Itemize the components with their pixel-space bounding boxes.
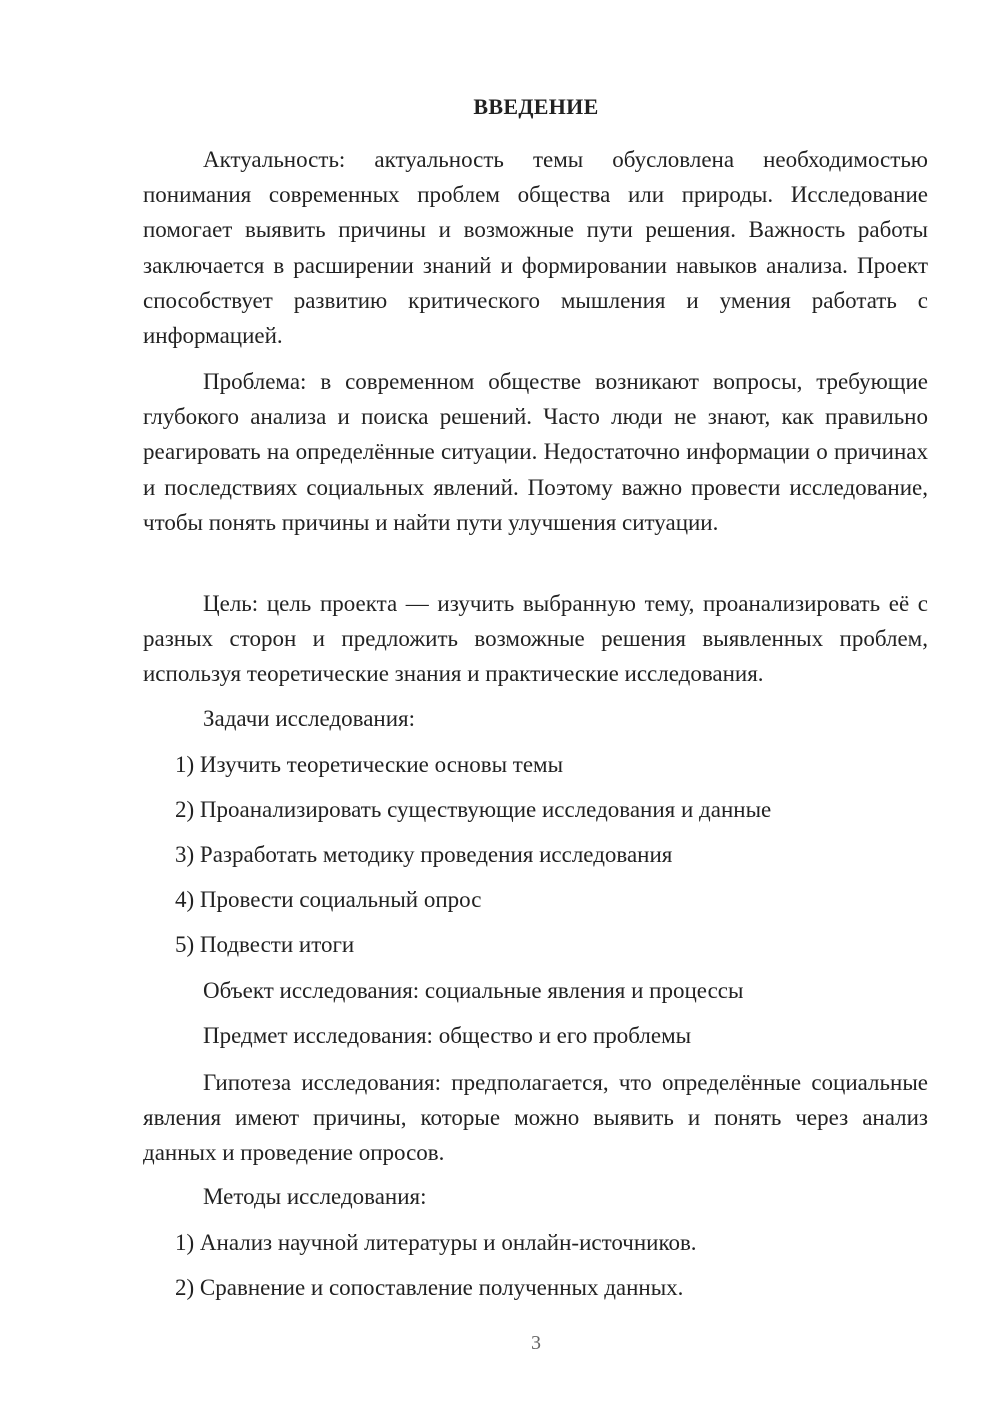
research-object: Объект исследования: социальные явления и процессы bbox=[203, 978, 744, 1003]
section-heading: ВВЕДЕНИЕ bbox=[473, 94, 599, 119]
list-item: 4) Провести социальный опрос bbox=[175, 887, 482, 912]
list-item: 1) Изучить теоретические основы темы bbox=[175, 752, 564, 777]
list-item: 2) Сравнение и сопоставление полученных данных. bbox=[175, 1275, 684, 1300]
research-subject: Предмет исследования: общество и его проблемы bbox=[203, 1023, 692, 1048]
paragraph-relevance: Актуальность: актуальность темы обусловлена необходимостью понимания современных проблем общества или природы. Исследование помогает выявить причины и возможные пути решения. Важность работы заключается в расширении знаний и формировании навыков анализа. Проект способствует развитию критического мышления и умения работать с информацией. bbox=[143, 147, 928, 349]
list-item: 5) Подвести итоги bbox=[175, 932, 355, 957]
list-item: 2) Проанализировать существующие исследования и данные bbox=[175, 797, 772, 822]
methods-title: Методы исследования: bbox=[203, 1184, 427, 1209]
paragraph-hypothesis: Гипотеза исследования: предполагается, что определённые социальные явления имеют причины, которые можно выявить и понять через анализ данных и проведение опросов. bbox=[143, 1070, 928, 1166]
paragraph-goal: Цель: цель проекта — изучить выбранную тему, проанализировать её с разных сторон и предложить возможные решения выявленных проблем, используя теоретические знания и практические исследования. bbox=[143, 591, 928, 687]
paragraph-problem: Проблема: в современном обществе возникают вопросы, требующие глубокого анализа и поиска решений. Часто люди не знают, как правильно реагировать на определённые ситуации. Недостаточно информации о причинах и последствиях социальных явлений. Поэтому важно провести исследование, чтобы понять причины и найти пути улучшения ситуации. bbox=[143, 369, 928, 535]
page-number: 3 bbox=[531, 1332, 541, 1354]
list-item: 3) Разработать методику проведения исследования bbox=[175, 842, 673, 867]
tasks-title: Задачи исследования: bbox=[203, 706, 416, 731]
list-item: 1) Анализ научной литературы и онлайн-источников. bbox=[175, 1230, 697, 1255]
